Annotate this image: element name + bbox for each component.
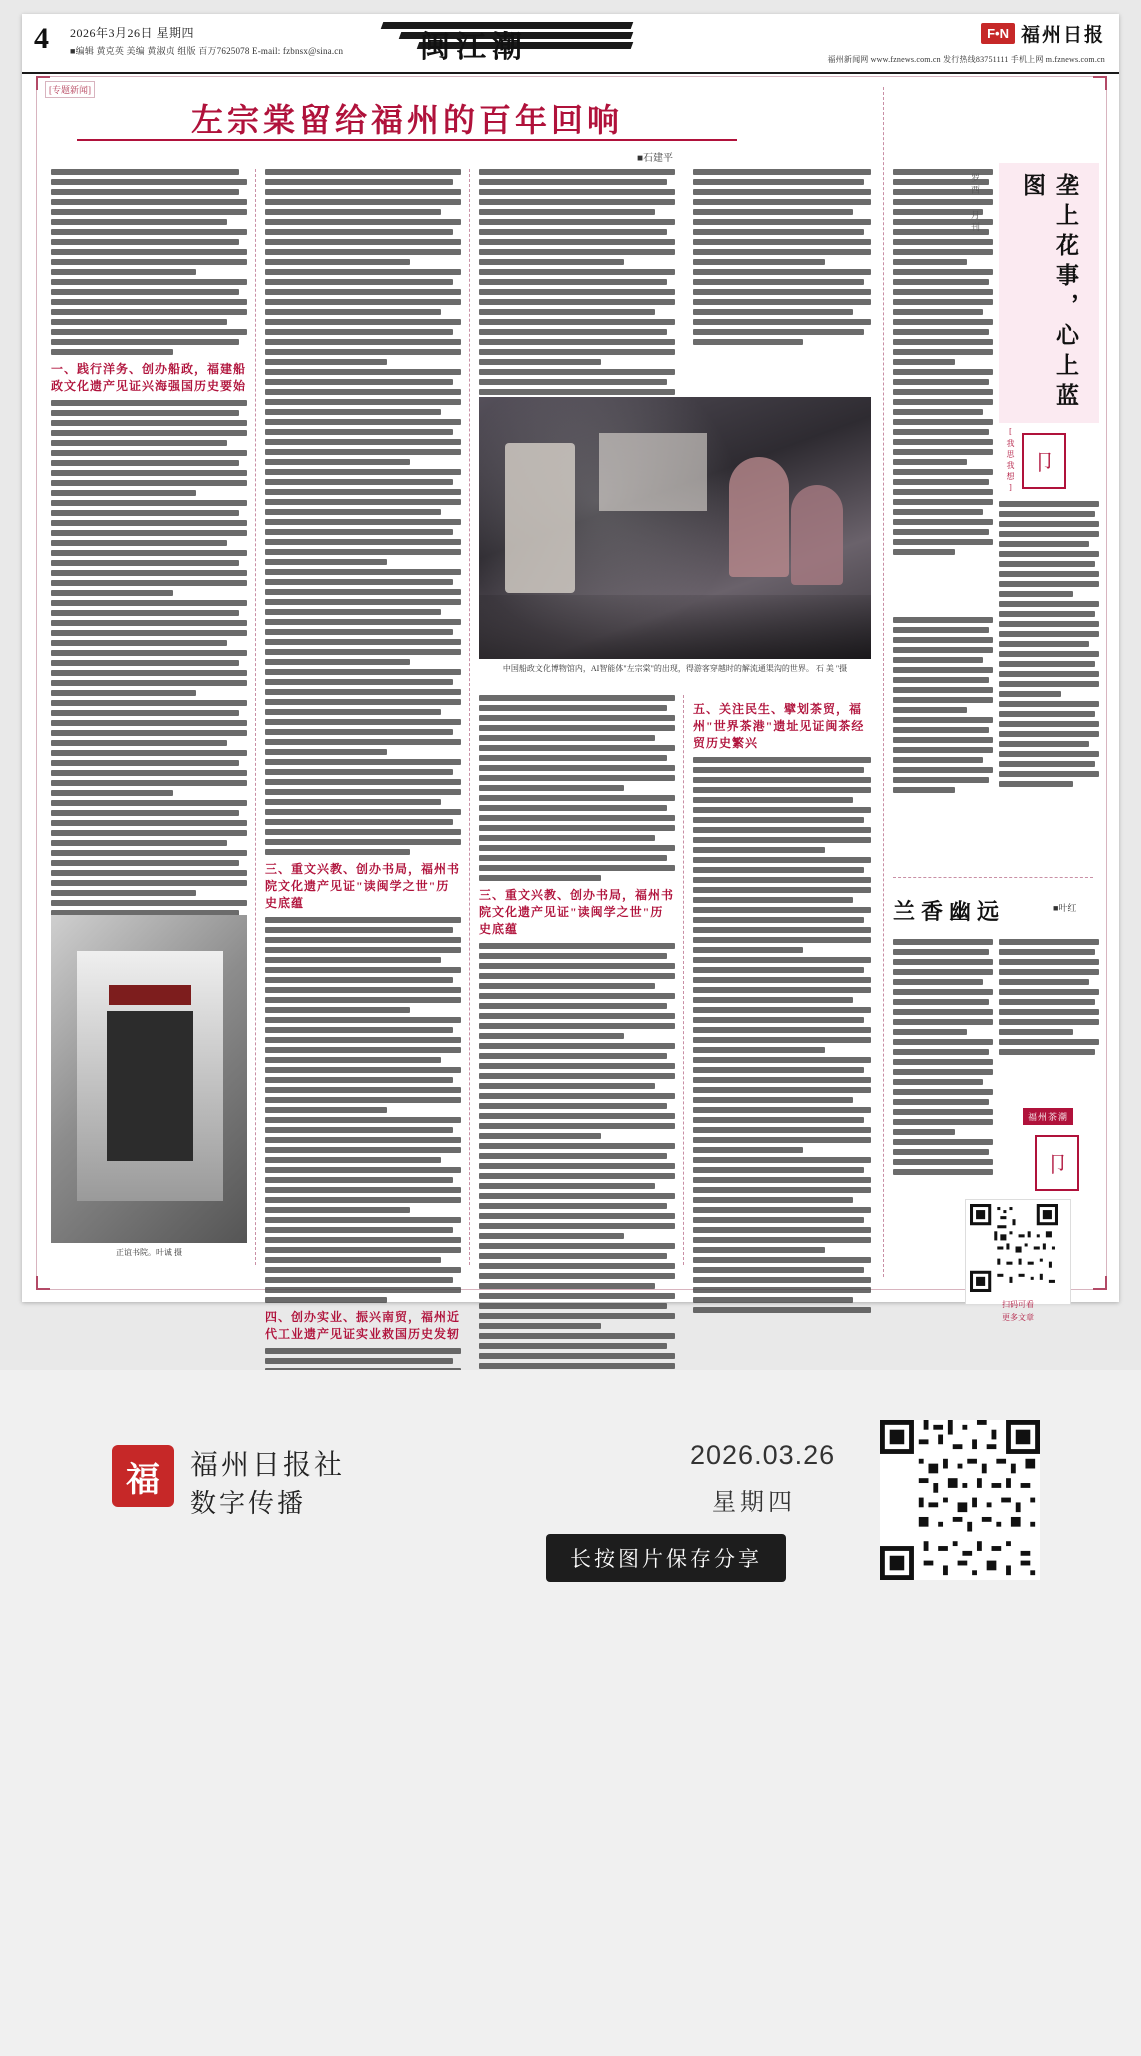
body-text-block [693,757,871,1313]
cha-chao-tag: 福州茶潮 [1023,1108,1073,1125]
essay-vertical-title: 垄上花事，心上蓝图 [1020,173,1078,413]
photo-caption-museum: 中国船政文化博物馆内，AI智能体"左宗棠"的出现，得游客穿越时的解流通渠沟的世界。 石 美 "摄 [502,664,848,673]
article-photo-museum [479,397,871,659]
article-headline: 左宗棠留给福州的百年回响 [190,102,623,138]
article-kicker: [专题新闻] [45,81,95,98]
essay-column-2 [999,501,1099,867]
masthead-editors: ■编辑 黄克英 美编 黄淑贞 组版 百万7625078 E-mail: fzbnsx@sina.cn [70,46,344,56]
footer-qr-svg [880,1420,1040,1580]
seal-glyph: 卩 [1032,449,1055,475]
body-text-block [51,169,247,355]
body-text-block [265,169,461,855]
qr-svg [970,1204,1058,1292]
body-text-block [999,939,1099,1055]
article-subhead-3b: 三、重文兴教、创办书局，福州书院文化遗产见证"读闽学之世"历史底蕴 [479,888,675,936]
footer-weekday: 星期四 [712,1490,796,1516]
hand-seal-icon-2 [1035,1135,1079,1191]
essay-vertical-byline: 罗西 月刊 [970,173,980,234]
essay-column-1b [893,617,993,867]
footer-date: 2026.03.26 [690,1440,836,1470]
frame-corner-tr [1093,76,1107,90]
cha-chao-tag-wrap [1023,1107,1073,1125]
masthead-date: 2026年3月26日 星期四 [70,26,195,40]
essay-stamp-label: [我思我想] [1006,427,1015,495]
lan-column-2 [999,939,1099,1099]
article-photo-gate [51,915,247,1243]
section-separator [883,87,884,1277]
article-subhead-1: 一、践行洋务、创办船政，福建船政文化遗产见证兴海强国历史要始 [51,362,247,393]
footer-logo-glyph: 福 [126,1461,160,1499]
hand-seal-icon [1022,433,1066,489]
essay-separator [893,877,1093,878]
essay-column-1 [893,169,993,609]
body-text-block [479,943,675,1409]
footer-qr-code[interactable] [880,1420,1040,1580]
body-text-block [893,617,993,793]
article-column-3-bottom [479,695,675,1265]
logo-mark: F•N [981,23,1015,44]
article-byline: ■石建平 [637,153,674,164]
article-column-4-bottom [693,695,871,1265]
logo-name: 福州日报 [1020,25,1105,46]
qr-note-line2: 更多文章 [1002,1313,1034,1322]
column-separator [683,695,684,1265]
footer-brand-line2: 数字传播 [190,1489,307,1518]
lan-byline: ■叶红 [1053,903,1077,913]
article-qr-code[interactable] [965,1199,1071,1322]
page-number: 4 [34,22,49,55]
headline-rule [77,139,737,141]
content-frame [36,76,1107,1341]
photo-caption-gate: 正谊书院。叶诚 摄 [116,1248,182,1257]
body-text-block [999,501,1099,787]
lan-column-1 [893,939,993,1239]
seal-glyph-2: 卩 [1045,1151,1068,1177]
article-column-4-top [693,169,871,389]
lan-heading: 兰香幽远 [893,899,1006,924]
essay-stamp-group [1005,427,1066,495]
body-text-block [265,917,461,1303]
footer-brand-line1: 福州日报社 [190,1450,346,1481]
newspaper-page [22,14,1119,1341]
section-title: 闽江潮 [420,31,528,64]
article-column-2 [265,169,461,1341]
column-separator [469,169,470,1265]
article-subhead-3: 三、重文兴教、创办书局，福州书院文化遗产见证"读闽学之世"历史底蕴 [265,862,461,910]
article-subhead-5: 五、关注民生、擘划茶贸，福州"世界茶港"遗址见证闽茶经贸历史繁兴 [693,702,865,750]
footer-logo [112,1445,174,1507]
frame-corner-br [1093,1276,1107,1290]
save-share-button[interactable]: 长按图片保存分享 [546,1534,786,1582]
body-text-block [51,400,247,986]
body-text-block [479,695,675,881]
essay-vertical-byline-wrap [969,173,982,234]
body-text-block [693,169,871,345]
article-subhead-4: 四、创办实业、振兴南贸，福州近代工业遗产见证实业救国历史发轫 [265,1310,461,1341]
essay-title-block [999,163,1099,423]
masthead [22,14,1119,74]
frame-corner-bl [36,1276,50,1290]
body-text-block [893,939,993,1175]
qr-note-line1: 扫码可看 [1002,1300,1034,1309]
masthead-urls: 福州新闻网 www.fznews.com.cn 发行热线83751111 手机上网 m.fznews.com.cn [827,55,1105,64]
column-separator [255,169,256,1265]
publication-logo [981,20,1105,47]
